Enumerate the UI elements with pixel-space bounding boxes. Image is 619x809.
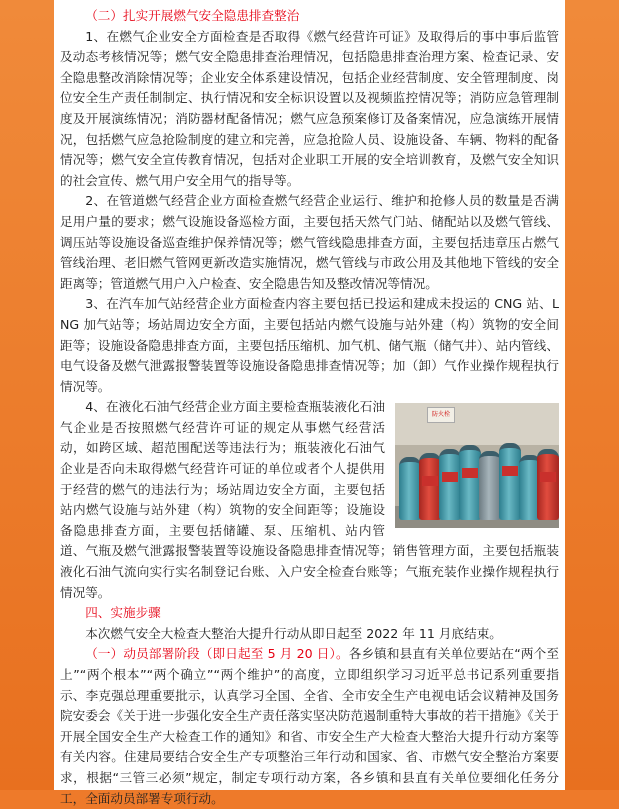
section-heading-4: 四、实施步骤 — [85, 605, 161, 621]
gas-cylinder — [419, 453, 441, 520]
gas-cylinder — [399, 457, 421, 520]
phase1-heading: （一）动员部署阶段（即日起至 5 月 20 日）。 — [85, 646, 349, 662]
gas-cylinder — [537, 449, 559, 520]
document-page — [54, 0, 565, 806]
paragraph-6 — [60, 644, 559, 809]
photo-sign: 防火栓 — [427, 407, 455, 423]
left-orange-border — [0, 0, 54, 790]
photo-wall — [395, 403, 559, 445]
paragraph-2: 2、在管道燃气经营企业方面检查燃气经营企业运行、维护和抢修人员的数量是否满足用户量的要求；燃气设施设备巡检方面，主要包括天然气门站、储配站以及燃气管线、调压站等设施设备巡查维护保养情况等；燃气管线隐患排查方面，主要包括违章压占燃气管线治理、老旧燃气管网更新改造实施情况，燃气管线与市政公用及其他地下管线的安全距离等；管道燃气用户入户检查、安全隐患告知及整改情况等情况。 — [60, 193, 559, 291]
gas-cylinder — [499, 443, 521, 520]
paragraph-3: 3、在汽车加气站经营企业方面检查内容主要包括已投运和建成未投运的 CNG 站、LNG 加气站等；场站周边安全方面，主要包括站内燃气设施与站外建（构）筑物的安全间距等；设施设备隐患排查方面，主要包括压缩机、加气机、储气瓶（储气井）、站内管线、电气设备及燃气泄露报警装置等设施设备隐患排查情况等；加（卸）气作业操作规程执行情况等。 — [60, 296, 559, 394]
paragraph-1: 1、在燃气企业安全方面检查是否取得《燃气经营许可证》及取得后的事中事后监管及动态考核情况等；燃气安全隐患排查治理情况，包括隐患排查治理方案、检查记录、安全隐患整改消除情况等；企业安全体系建设情况，包括企业经营制度、安全管理制度、岗位安全生产责任制制定、执行情况和安全标识设置以及视频监控情况等；消防应急管理制度及开展演练情况；消防器材配备情况；燃气应急预案修订及备案情况，应急演练开展情况，包括燃气应急抢险制度的建立和完善，应急抢险人员、设施设备、车辆、物料的配备情况等；燃气安全宣传教育情况，包括对企业职工开展的安全培训教育，及燃气安全知识的社会宣传、燃气用户安全用气的指导等。 — [60, 28, 559, 188]
paragraph-4: 4、在液化石油气经营企业方面主要检查瓶装液化石油气企业是否按照燃气经营许可证的规定从事燃气经营活动，如跨区域、超范围配送等违法行为；瓶装液化石油气企业是否向未取得燃气经营许可证的单位或者个人提供用于经营的燃气的违法行为；场站周边安全方面，主要包括站内燃气设施与站外建（构）筑物的安全间距等；设施设备隐患排查方面，主要包括储罐、泵、压缩机、站内管道、气瓶及燃气泄露报警装置等设施设备隐患排查情况等；销售管理方面，主要包括瓶装液化石油气流向实行实名制登记台账、入户安全检查台账等；气瓶充装作业操作规程执行情况等。 — [60, 399, 559, 600]
right-orange-border — [565, 0, 619, 790]
paragraph-5: 本次燃气安全大检查大整治大提升行动从即日起至 2022 年 11 月底结束。 — [85, 625, 502, 641]
gas-cylinder — [459, 445, 481, 520]
gas-cylinder — [439, 449, 461, 520]
section-heading-2: （二）扎实开展燃气安全隐患排查整治 — [85, 8, 300, 23]
gas-cylinder — [479, 451, 501, 520]
phase1-text: 各乡镇和县直有关单位要站在“两个至上”“两个根本”“两个确立”“两个维护”的高度，立即组织学习习近平总书记系列重要指示、李克强总理重要批示，认真学习全国、全省、全市安全生产电视电话会议精神及国务院安委会《关于进一步强化安全生产责任落实坚决防范遏制重特大事故的若干措施》《关于开展全国安全生产大检查工作的通知》和省、市安全生产大检查大整治大提升行动方案等有关内容。住建局要结合安全生产专项整治三年行动和国家、省、市燃气安全整治方案要求，根据“三管三必须”规定，制定专项行动方案，各乡镇和县直有关单位要细化任务分工，全面动员部署专项行动。 — [60, 646, 559, 806]
gas-cylinders-photo — [395, 403, 559, 528]
